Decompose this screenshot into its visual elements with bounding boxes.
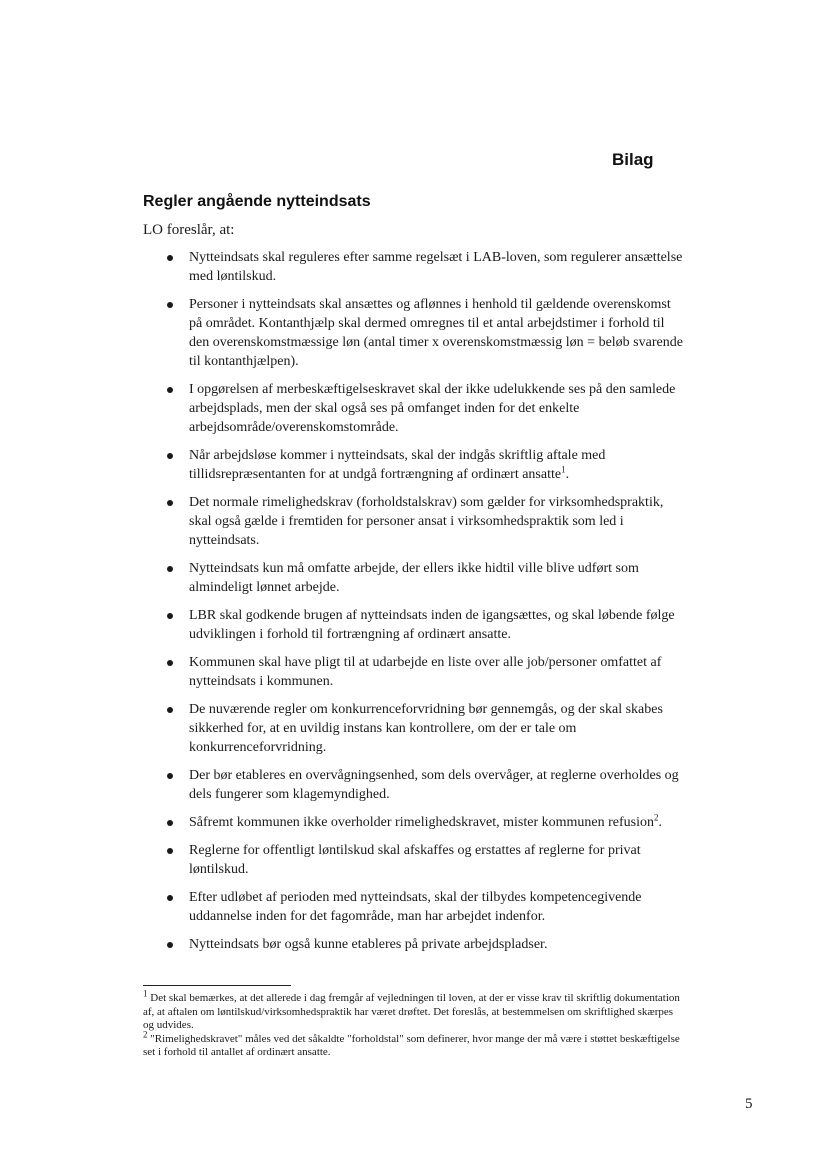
list-item	[164, 700, 684, 757]
bullet-icon	[167, 302, 173, 308]
list-item-text: Det normale rimelighedskrav (forholdstalskrav) som gælder for virksomhedspraktik, skal også gælde i fremtiden for personer ansat i virksomhedspraktik som led i nytteindsats.	[189, 495, 664, 548]
proposal-list	[164, 248, 684, 963]
list-item-text: Såfremt kommunen ikke overholder rimelighedskravet, mister kommunen refusion	[189, 815, 654, 830]
footnote-marker: 1	[143, 988, 148, 999]
list-item	[164, 653, 684, 691]
list-item: Såfremt kommunen ikke overholder rimelighedskravet, mister kommunen refusion$^2$.	[164, 813, 684, 832]
bullet-icon	[167, 500, 173, 506]
bullet-icon	[167, 387, 173, 393]
appendix-label: Bilag	[612, 150, 654, 169]
bullet-icon	[167, 848, 173, 854]
footnote-ref-1[interactable]: 1	[561, 464, 566, 475]
footnote-2	[143, 1028, 683, 1060]
footnote-text: "Rimelighedskravet" måles ved det såkaldte "forholdstal" som definerer, hvor mange der må være i støttet beskæftigelse set i forhold til antallet af ordinært ansatte.	[143, 1032, 680, 1058]
list-item-text: Nytteindsats skal reguleres efter samme regelsæt i LAB-loven, som regulerer ansættelse med løntilskud.	[189, 250, 683, 284]
bullet-icon	[167, 895, 173, 901]
list-item	[164, 606, 684, 644]
list-item-text: Der bør etableres en overvågningsenhed, som dels overvåger, at reglerne overholdes og dels fungerer som klagemyndighed.	[189, 768, 679, 802]
bullet-icon	[167, 707, 173, 713]
list-item	[164, 380, 684, 437]
bullet-icon	[167, 613, 173, 619]
intro-text: LO foreslår, at:	[143, 222, 235, 238]
bullet-icon	[167, 942, 173, 948]
bullet-icon	[167, 453, 173, 459]
list-item-text: Når arbejdsløse kommer i nytteindsats, skal der indgås skriftlig aftale med tillidsrepræsentanten for at undgå fortrængning af ordinært ansatte	[189, 448, 606, 482]
list-item-text: Kommunen skal have pligt til at udarbejde en liste over alle job/personer omfattet af nytteindsats i kommunen.	[189, 655, 662, 689]
list-item: Når arbejdsløse kommer i nytteindsats, skal der indgås skriftlig aftale med tillidsrepræsentanten for at undgå fortrængning af ordinært ansatte$^1$.	[164, 446, 684, 484]
list-item	[164, 888, 684, 926]
list-item	[164, 493, 684, 550]
list-item-text: Personer i nytteindsats skal ansættes og aflønnes i henhold til gældende overenskomst på området. Kontanthjælp skal dermed omregnes til et antal arbejdstimer i forhold til den overenskomstmæssige løn (antal timer x overenskomstmæssig løn = beløb svarende til kontanthjælpen).	[189, 297, 683, 369]
list-item-text: Nytteindsats kun må omfatte arbejde, der ellers ikke hidtil ville blive udført som almindeligt lønnet arbejde.	[189, 561, 639, 595]
list-item	[164, 935, 684, 954]
bullet-icon	[167, 773, 173, 779]
bullet-icon	[167, 660, 173, 666]
list-item	[164, 559, 684, 597]
footnotes	[143, 988, 683, 1060]
list-item-text: I opgørelsen af merbeskæftigelseskravet skal der ikke udelukkende ses på den samlede arbejdsplads, men der skal også ses på omfanget inden for det enkelte arbejdsområde/overenskomstområde.	[189, 382, 676, 435]
list-item-text: LBR skal godkende brugen af nytteindsats inden de igangsættes, og skal løbende følge udviklingen i forhold til fortrængning af ordinært ansatte.	[189, 608, 675, 642]
list-item-text: De nuværende regler om konkurrenceforvridning bør gennemgås, og der skal skabes sikkerhed for, at en uvildig instans kan kontrollere, om der er tale om konkurrenceforvridning.	[189, 702, 663, 755]
footnote-text: Det skal bemærkes, at det allerede i dag fremgår af vejledningen til loven, at der er visse krav til skriftlig dokumentation af, at aftalen om løntilskud/virksomhedspraktik har været drøftet. Det foreslås, at bestemmelsen om skriftlighed skærpes og udvides.	[143, 992, 680, 1031]
section-title: Regler angående nytteindsats	[143, 193, 371, 210]
list-item-text: Efter udløbet af perioden med nytteindsats, skal der tilbydes kompetencegivende uddannelse inden for det fagområde, man har arbejdet indenfor.	[189, 890, 642, 924]
list-item-text: Nytteindsats bør også kunne etableres på private arbejdspladser.	[189, 937, 548, 952]
page-number: 5	[745, 1096, 753, 1112]
list-item	[164, 248, 684, 286]
footnote-1	[143, 988, 683, 1033]
list-item	[164, 295, 684, 371]
footnote-marker: 2	[143, 1028, 148, 1039]
bullet-icon	[167, 820, 173, 826]
list-item	[164, 841, 684, 879]
list-item-text: Reglerne for offentligt løntilskud skal afskaffes og erstattes af reglerne for privat løntilskud.	[189, 843, 641, 877]
bullet-icon	[167, 255, 173, 261]
list-item	[164, 766, 684, 804]
footnote-ref-2[interactable]: 2	[654, 812, 659, 823]
bullet-icon	[167, 566, 173, 572]
footnote-divider	[143, 985, 291, 986]
